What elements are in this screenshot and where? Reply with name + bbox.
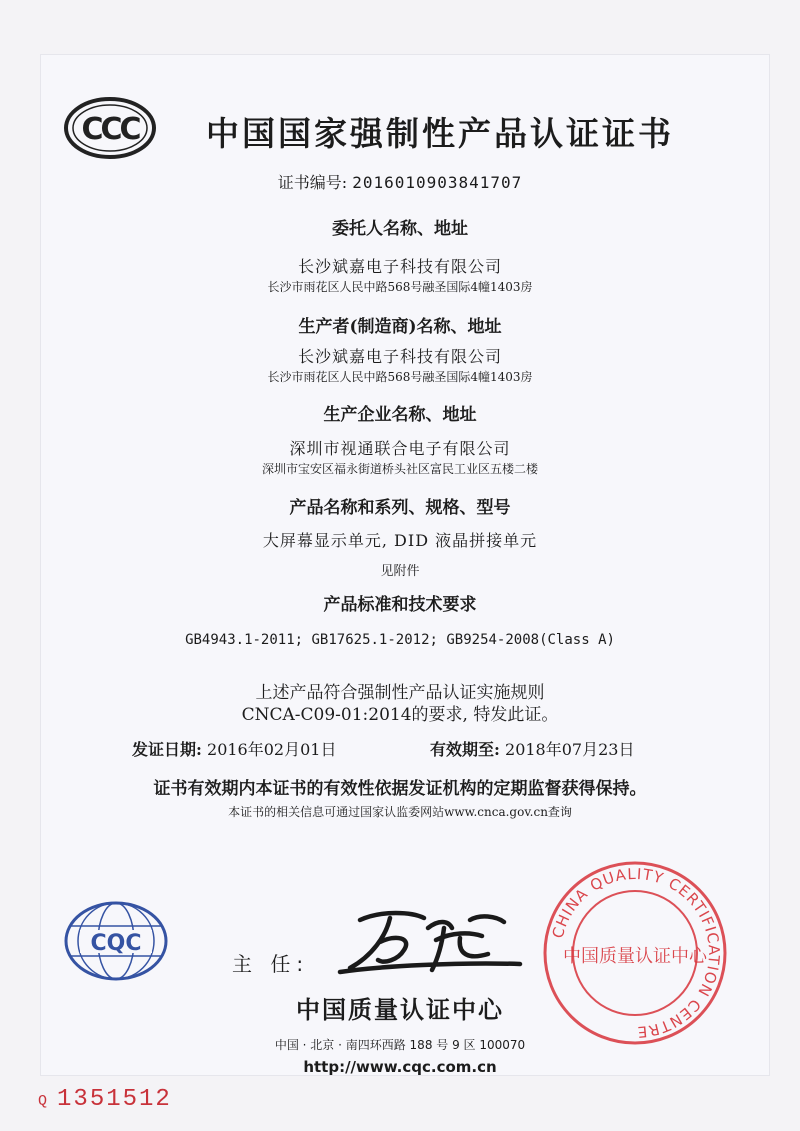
- ccc-logo: [62, 96, 158, 160]
- certification-seal: [540, 858, 730, 1048]
- issue-date-row: [132, 737, 336, 760]
- applicant-heading: 委托人名称、地址: [332, 219, 468, 239]
- certificate-title: 中国国家强制性产品认证证书: [206, 114, 674, 153]
- issue-date: 2016年02月01日: [207, 740, 337, 759]
- manufacturer-heading: 生产者(制造商)名称、地址: [298, 317, 502, 337]
- standards-value: GB4943.1-2011; GB17625.1-2012; GB9254-2008(Class A): [185, 632, 615, 648]
- factory-heading: 生产企业名称、地址: [323, 405, 477, 425]
- product-note: 见附件: [380, 564, 420, 579]
- inquiry-note: 本证书的相关信息可通过国家认监委网站www.cnca.gov.cn查询: [228, 805, 572, 819]
- ccc-logo-text: CCC: [81, 112, 139, 147]
- expiry-date-row: [430, 737, 634, 760]
- issuer-name: 中国质量认证中心: [296, 996, 504, 1024]
- expiry-date: 2018年07月23日: [505, 740, 635, 759]
- factory-name: 深圳市视通联合电子有限公司: [289, 439, 511, 458]
- seal-ring-text: CHINA QUALITY CERTIFICATION CENTRE: [548, 864, 724, 1042]
- validity-statement: 证书有效期内本证书的有效性依据发证机构的定期监督获得保持。: [153, 779, 647, 799]
- conformity-line-1: 上述产品符合强制性产品认证实施规则: [255, 683, 545, 703]
- seal-inner-text: 中国质量认证中心: [563, 946, 707, 967]
- expiry-date-label: 有效期至:: [430, 740, 500, 759]
- director-signature: [320, 898, 530, 980]
- applicant-address: 长沙市雨花区人民中路568号融圣国际4幢1403房: [267, 280, 533, 294]
- issuer-url: http://www.cqc.com.cn: [303, 1058, 497, 1076]
- certificate-number-row: [0, 170, 800, 193]
- conformity-line-2: CNCA-C09-01:2014的要求, 特发此证。: [241, 705, 559, 725]
- product-name: 大屏幕显示单元, DID 液晶拼接单元: [262, 531, 538, 550]
- cqc-logo-text: CQC: [90, 931, 142, 956]
- certificate-number: 2016010903841707: [352, 173, 523, 192]
- issuer-address: 中国 · 北京 · 南四环西路 188 号 9 区 100070: [274, 1038, 526, 1052]
- applicant-name: 长沙斌嘉电子科技有限公司: [297, 257, 502, 276]
- issue-date-label: 发证日期:: [132, 740, 202, 759]
- certificate-number-label: 证书编号:: [277, 173, 348, 192]
- serial-value: 1351512: [57, 1086, 172, 1113]
- manufacturer-address: 长沙市雨花区人民中路568号融圣国际4幢1403房: [267, 370, 533, 384]
- manufacturer-name: 长沙斌嘉电子科技有限公司: [297, 347, 502, 366]
- serial-prefix: Q: [38, 1093, 48, 1110]
- serial-number: [38, 1086, 172, 1113]
- product-heading: 产品名称和系列、规格、型号: [289, 498, 511, 518]
- director-label: 主 任:: [232, 952, 310, 976]
- standards-heading: 产品标准和技术要求: [323, 595, 477, 615]
- cqc-logo: [60, 898, 172, 984]
- factory-address: 深圳市宝安区福永街道桥头社区富民工业区五楼二楼: [261, 462, 538, 476]
